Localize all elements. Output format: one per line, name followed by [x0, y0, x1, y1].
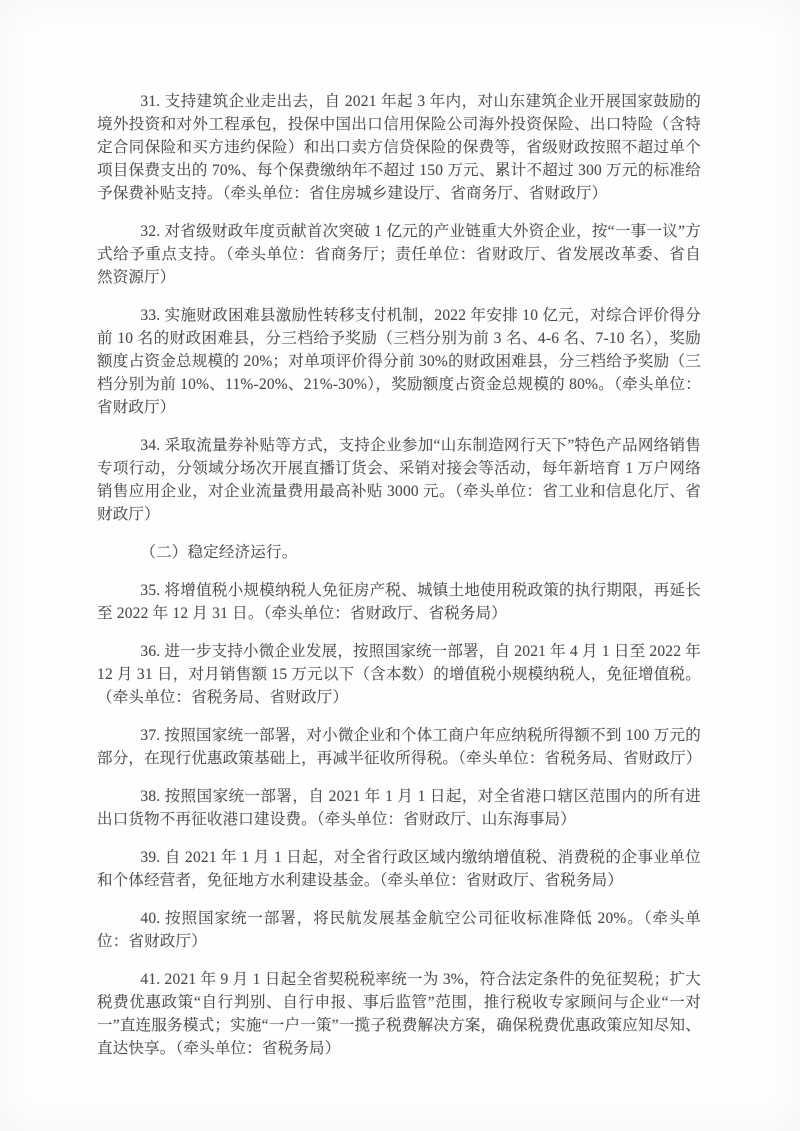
- paragraph-item-40: 40. 按照国家统一部署，将民航发展基金航空公司征收标准降低 20%。（牵头单位：省财政厅）: [97, 910, 701, 950]
- paragraph-item-41: 41. 2021 年 9 月 1 日起全省契税税率统一为 3%，符合法定条件的免征契税；扩大税费优惠政策“自行判别、自行申报、事后监管”范围，推行税收专家顾问与企业“一对一”直连服务模式；实施“一户一策”一揽子税费解决方案，确保税费优惠政策应知尽知、直达快享。（牵头单位：省税务局）: [97, 971, 701, 1057]
- paragraph-item-36: 36. 进一步支持小微企业发展，按照国家统一部署，自 2021 年 4 月 1 日至 2022 年 12 月 31 日，对月销售额 15 万元以下（含本数）的增值税小规模纳税人，免征增值税。（牵头单位：省税务局、省财政厅）: [97, 643, 701, 706]
- paragraph-item-37: 37. 按照国家统一部署，对小微企业和个体工商户年应纳税所得额不到 100 万元的部分，在现行优惠政策基础上，再减半征收所得税。（牵头单位：省税务局、省财政厅）: [97, 727, 702, 767]
- paragraph-item-35: 35. 将增值税小规模纳税人免征房产税、城镇土地使用税政策的执行期限，再延长至 2022 年 12 月 31 日。（牵头单位：省财政厅、省税务局）: [97, 582, 701, 622]
- section-heading-stabilize-economy: （二）稳定经济运行。: [140, 544, 298, 561]
- paragraph-item-34: 34. 采取流量券补贴等方式，支持企业参加“山东制造网行天下”特色产品网络销售专项行动，分领域分场次开展直播订货会、采销对接会等活动，每年新培育 1 万户网络销售应用企业，对企业流量费用最高补贴 3000 元。（牵头单位：省工业和信息化厅、省财政厅）: [97, 437, 701, 523]
- paragraph-item-38: 38. 按照国家统一部署，自 2021 年 1 月 1 日起，对全省港口辖区范围内的所有进出口货物不再征收港口建设费。（牵头单位：省财政厅、山东海事局）: [97, 788, 701, 828]
- paragraph-item-31: 31. 支持建筑企业走出去，自 2021 年起 3 年内，对山东建筑企业开展国家鼓励的境外投资和对外工程承包，投保中国出口信用保险公司海外投资保险、出口特险（含特定合同保险和买方违约保险）和出口卖方信贷保险的保费等，省级财政按照不超过单个项目保费支出的 70%、每个保费缴纳年不超过 150 万元、累计不超过 300 万元的标准给予保费补贴支持。（牵头单位：省住房城乡建设厅、省商务厅、省财政厅）: [97, 93, 701, 202]
- paragraph-item-32: 32. 对省级财政年度贡献首次突破 1 亿元的产业链重大外资企业，按“一事一议”方式给予重点支持。（牵头单位：省商务厅；责任单位：省财政厅、省发展改革委、省自然资源厅）: [97, 223, 701, 286]
- text-column: [97, 90, 701, 1060]
- paragraph-item-33: 33. 实施财政困难县激励性转移支付机制，2022 年安排 10 亿元，对综合评价得分前 10 名的财政困难县，分三档给予奖励（三档分别为前 3 名、4-6 名、7-10 名），奖励额度占资金总规模的 20%；对单项评价得分前 30%的财政困难县，分三档给予奖励（三档分别为前 10%、11%-20%、21%-30%），奖励额度占资金总规模的 80%。（牵头单位：省财政厅）: [97, 307, 701, 416]
- paragraph-item-39: 39. 自 2021 年 1 月 1 日起，对全省行政区域内缴纳增值税、消费税的企事业单位和个体经营者，免征地方水利建设基金。（牵头单位：省财政厅、省税务局）: [97, 849, 701, 889]
